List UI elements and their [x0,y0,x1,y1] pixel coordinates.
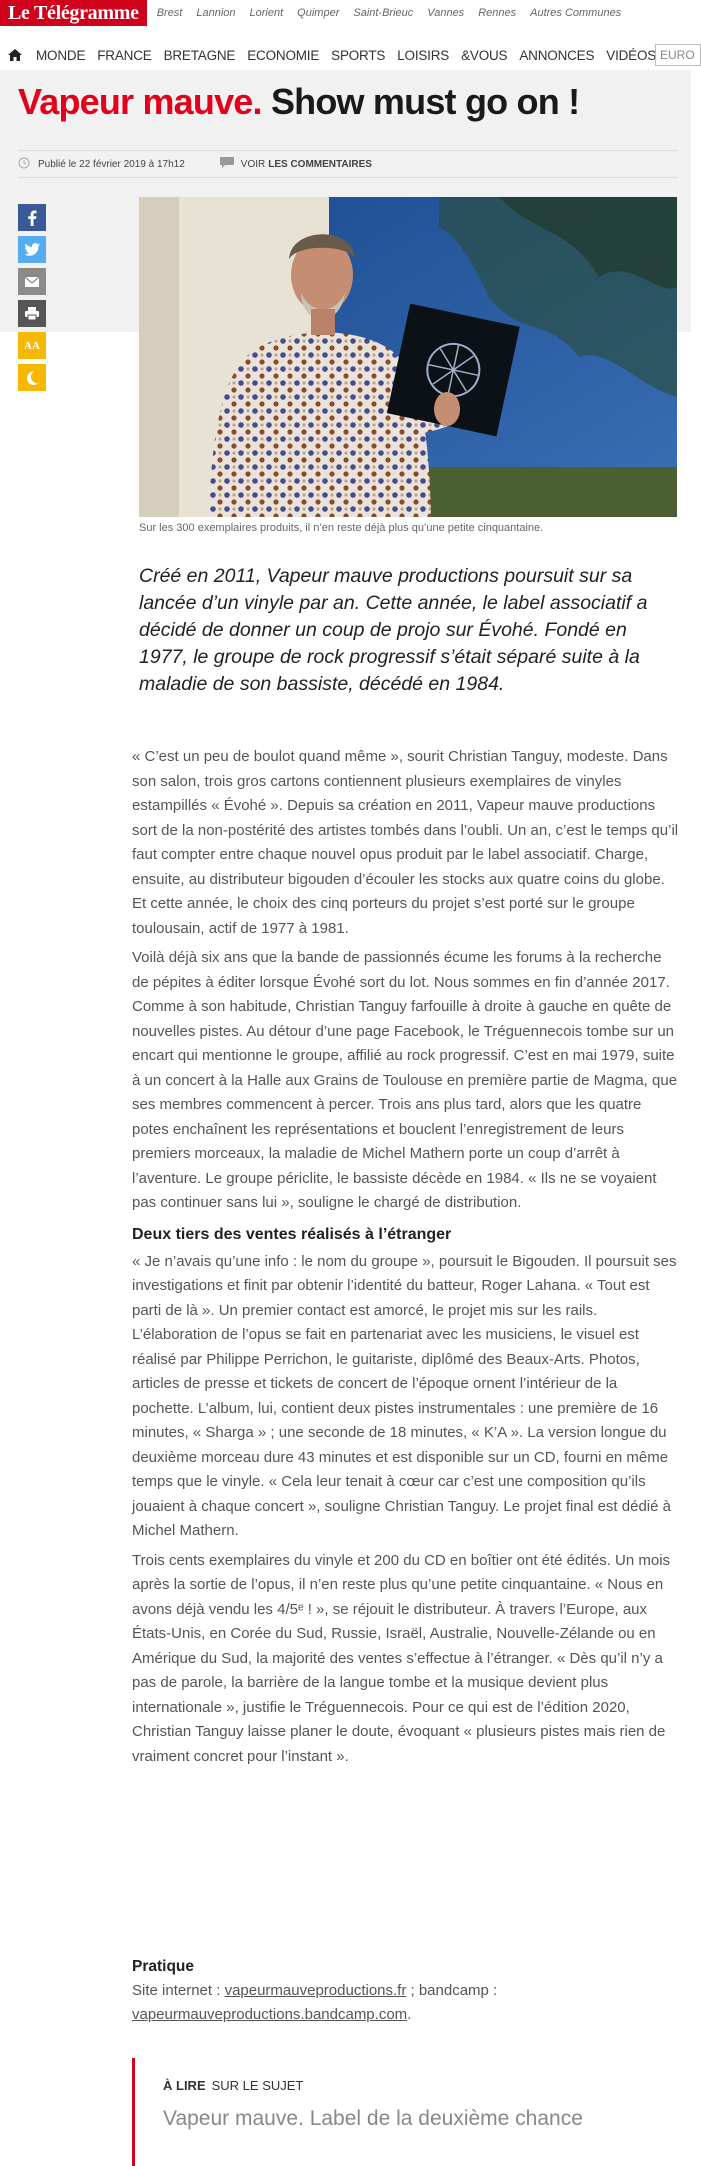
main-nav [0,42,695,68]
comment-icon [219,156,235,172]
clock-icon [18,157,30,172]
home-icon[interactable] [0,42,30,68]
twitter-icon [24,243,40,256]
twitter-share-button[interactable] [18,236,46,263]
top-bar [0,0,691,26]
pratique-end: . [407,2006,412,2023]
city-link[interactable]: Quimper [297,7,340,19]
facebook-icon [27,210,37,226]
related-label-rest: SUR LE SUJET [211,2078,304,2093]
moon-icon [26,371,38,385]
printer-icon [25,307,39,320]
publish-date: Publié le 22 février 2019 à 17h12 [38,158,185,170]
site-logo[interactable]: Le Télégramme [0,0,147,26]
website-link[interactable]: vapeurmauveproductions.fr [224,1982,407,1999]
comments-link[interactable] [219,156,372,172]
city-link[interactable]: Autres Communes [530,7,622,19]
photo-caption: Sur les 300 exemplaires produits, il n’en reste déjà plus qu’une petite cinquantaine. [139,522,544,534]
nav-item-annonces[interactable]: ANNONCES [519,47,595,63]
facebook-share-button[interactable] [18,204,46,231]
city-link[interactable]: Brest [156,7,183,19]
pratique-box [132,1955,680,2027]
night-mode-button[interactable] [18,364,46,391]
bandcamp-link[interactable]: vapeurmauveproductions.bandcamp.com [132,2006,408,2023]
article-title [18,80,579,124]
font-size-button[interactable] [18,332,46,359]
pratique-prefix: Site internet : [132,1982,221,1999]
nav-item-economie[interactable]: ECONOMIE [247,47,320,63]
body-paragraph: « C’est un peu de boulot quand même », sourit Christian Tanguy, modeste. Dans son salon, trois gros cartons contiennent plusieurs exemplaires de vinyles estampillés « Évohé ». Depuis sa création en 2011, Vapeur mauve productions sort de la non-postérité des artistes tombés dans l’oubli. Un an, c’est le temps qu’il faut compter entre chaque nouvel opus produit par le label associatif. Charge, ensuite, au distributeur bigouden d’écouler les stocks aux quatre coins du globe. Et cette année, le choix des cinq porteurs du projet s’est porté sur le groupe toulousain, actif de 1977 à 1981. [132,748,679,937]
font-size-icon: AA [24,339,40,352]
nav-item-france[interactable]: FRANCE [97,47,152,63]
comments-prefix: VOIR [240,158,266,170]
pratique-separator: ; bandcamp : [406,1982,498,1999]
nav-item-videos[interactable]: VIDÉOS [606,47,657,63]
nav-search-field[interactable]: EURO [655,44,701,66]
body-paragraph: Trois cents exemplaires du vinyle et 200 du CD en boîtier ont été édités. Un mois après la sortie de l’opus, il n’en reste plus qu’une petite cinquantaine. « Nous en avons déjà vendu les 4/5ᵉ ! », se réjouit le distributeur. À travers l’Europe, aux États-Unis, en Corée du Sud, Russie, Israël, Australie, Nouvelle-Zélande ou en Amérique du Sud, la majorité des ventes s’effectue à l’étranger. « Dès qu’il n’y a pas de parole, la barrière de la langue tombe et la musique devient plus internationale », justifie le Tréguennecois. Pour ce qui est de l’édition 2020, Christian Tanguy laisse planer le doute, évoquant « plusieurs pistes mais rien de vraiment concret pour l’instant ». [132,1551,671,1765]
body-paragraph: « Je n’avais qu’une info : le nom du groupe », poursuit le Bigouden. Il poursuit ses investigations et finit par obtenir l’identité du batteur, Roger Lahana. « Tout est parti de là ». Un premier contact est amorcé, le projet mis sur les rails. L’élaboration de l’opus se fait en partenariat avec les musiciens, le visuel est réalisé par Philippe Perrichon, le guitariste, diplômé des Beaux-Arts. Photos, articles de presse et tickets de concert de l’époque ornent l’intérieur de la pochette. L’album, lui, contient deux pistes instrumentales : une première de 16 minutes, « Sharga » ; une seconde de 18 minutes, « K’A ». La version longue du deuxième morceau dure 43 minutes et est disponible sur un CD, fourni en même temps que le vinyle. « Cela leur tenait à cœur car c’est une composition qu’ils jouaient à chaque concert », souligne Christian Tanguy. Le projet final est dédié à Michel Mathern. [132,1252,677,1539]
city-link[interactable]: Vannes [427,7,465,19]
city-link[interactable]: Lorient [249,7,284,19]
title-main: Show must go on ! [270,81,580,122]
pratique-title: Pratique [132,1958,195,1975]
body-subheading: Deux tiers des ventes réalisés à l’étranger [132,1225,452,1243]
city-link[interactable]: Rennes [478,7,517,19]
share-toolbar [18,204,46,391]
nav-item-loisirs[interactable]: LOISIRS [397,47,450,63]
city-link[interactable]: Saint-Brieuc [353,7,414,19]
city-links [157,7,622,19]
comments-label: LES COMMENTAIRES [268,158,372,170]
title-kicker: Vapeur mauve. [18,81,262,122]
email-share-button[interactable] [18,268,46,295]
print-button[interactable] [18,300,46,327]
related-label [163,2078,680,2093]
nav-item-monde[interactable]: MONDE [36,47,86,63]
article-body [132,745,680,1774]
related-label-bold: À LIRE [163,2078,206,2093]
nav-item-bretagne[interactable]: BRETAGNE [163,47,236,63]
article-meta [18,150,678,178]
body-paragraph: Voilà déjà six ans que la bande de passionnés écume les forums à la recherche de pépites à éditer lorsque Évohé sort du lot. Nous sommes en fin d’année 2017. Comme à son habitude, Christian Tanguy farfouille à droite à gauche en quête de nouvelles pistes. Au détour d’une page Facebook, le Tréguennecois tombe sur un encart qui mentionne le groupe, affilié au rock progressif. C’est en mai 1979, suite à un concert à la Halle aux Grains de Toulouse en première partie de Magma, que ses membres commencent à percer. Trois ans plus tard, alors que les quatre potes enchaînent les représentations et bouclent l’enregistrement de leurs premiers morceaux, la maladie de Michel Mathern porte un coup d’arrêt à l’aventure. Le groupe périclite, le bassiste décède en 1984. « Ils ne se voyaient pas continuer sans lui », souligne le chargé de distribution. [132,949,678,1211]
related-article-link[interactable]: Vapeur mauve. Label de la deuxième chance [163,2107,583,2130]
article-photo [139,197,677,517]
article-lede: Créé en 2011, Vapeur mauve productions poursuit sur sa lancée d’un vinyle par an. Cette année, le label associatif a décidé de donner un coup de projo sur Évohé. Fondé en 1977, le groupe de rock progressif s’était séparé suite à la maladie de son bassiste, décédé en 1984. [139,565,648,695]
nav-item-vous[interactable]: &VOUS [461,47,508,63]
envelope-icon [25,277,39,287]
related-article-box [132,2058,680,2166]
nav-item-sports[interactable]: SPORTS [331,47,386,63]
city-link[interactable]: Lannion [196,7,236,19]
